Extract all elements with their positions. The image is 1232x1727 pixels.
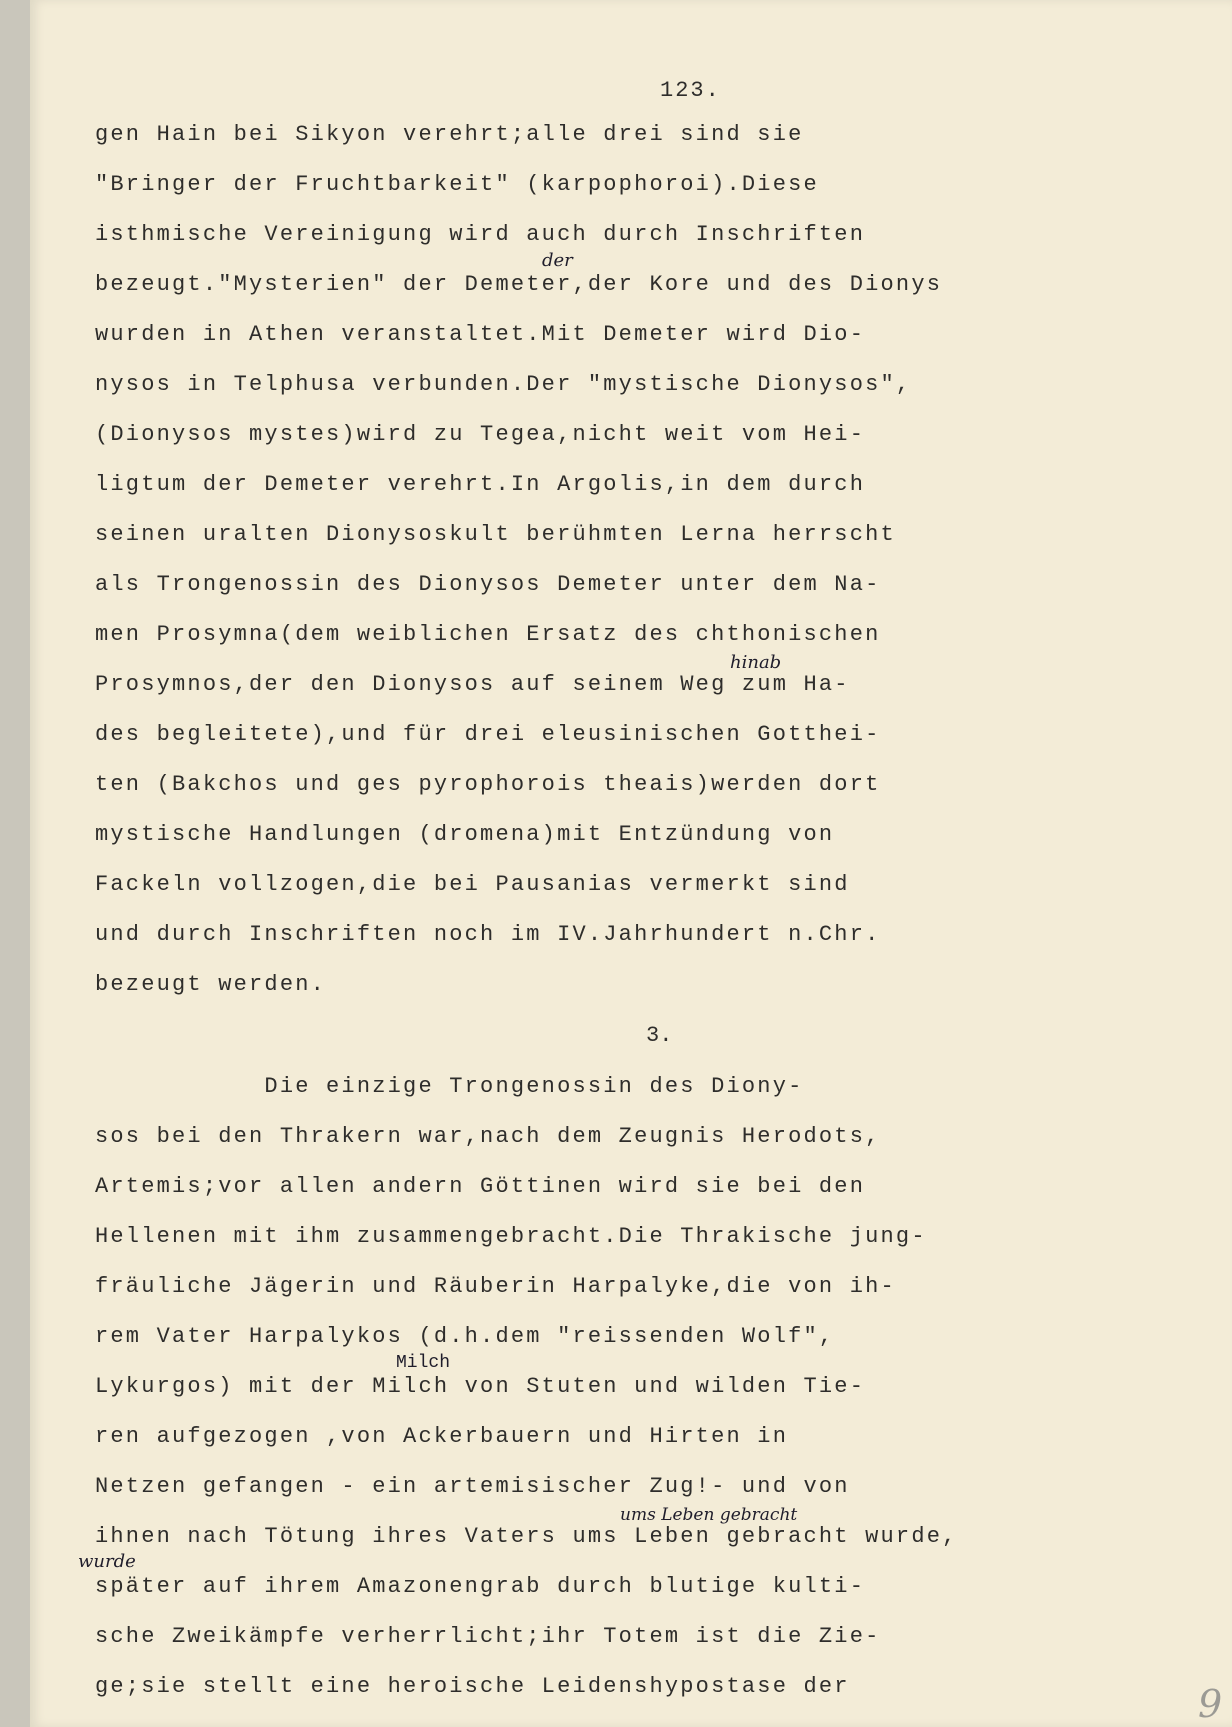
text-line: später auf ihrem Amazonengrab durch blutige kulti- xyxy=(95,1574,866,1599)
text-line: men Prosymna(dem weiblichen Ersatz des chthonischen xyxy=(95,622,881,647)
text-line: fräuliche Jägerin und Räuberin Harpalyke,die von ih- xyxy=(95,1274,896,1299)
text-line: sche Zweikämpfe verherrlicht;ihr Totem ist die Zie- xyxy=(95,1624,881,1649)
text-line: und durch Inschriften noch im IV.Jahrhundert n.Chr. xyxy=(95,922,881,947)
text-line: (Dionysos mystes)wird zu Tegea,nicht weit vom Hei- xyxy=(95,422,866,447)
handwritten-insertion-wurde: wurde xyxy=(78,1551,136,1572)
text-line: Die einzige Trongenossin des Diony- xyxy=(95,1074,804,1099)
text-line: wurden in Athen veranstaltet.Mit Demeter wird Dio- xyxy=(95,322,866,347)
folio-mark: 9 xyxy=(1198,1682,1223,1726)
handwritten-insertion-ums-leben: ums Leben gebracht xyxy=(620,1505,798,1525)
text-line: bezeugt."Mysterien" der Demeter,der Kore und des Dionys xyxy=(95,272,943,297)
text-line: seinen uralten Dionysoskult berühmten Lerna herrscht xyxy=(95,522,896,547)
text-line: rem Vater Harpalykos (d.h.dem "reissenden Wolf", xyxy=(95,1324,835,1349)
handwritten-insertion-hinab: hinab xyxy=(730,652,782,673)
text-line: ge;sie stellt eine heroische Leidenshypostase der xyxy=(95,1674,850,1699)
text-line: "Bringer der Fruchtbarkeit" (karpophoroi).Diese xyxy=(95,172,819,197)
text-line: Lykurgos) mit der Milch von Stuten und wilden Tie- xyxy=(95,1374,866,1399)
text-line: des begleitete),und für drei eleusinischen Gotthei- xyxy=(95,722,881,747)
text-line: mystische Handlungen (dromena)mit Entzündung von xyxy=(95,822,835,847)
text-line: Artemis;vor allen andern Göttinen wird sie bei den xyxy=(95,1174,866,1199)
text-line: Netzen gefangen - ein artemisischer Zug!- und von xyxy=(95,1474,850,1499)
typed-page xyxy=(30,0,1232,1727)
handwritten-insertion-milch: Milch xyxy=(396,1353,451,1373)
text-line: Prosymnos,der den Dionysos auf seinem Weg zum Ha- xyxy=(95,672,850,697)
section-number: 3. xyxy=(646,1023,673,1048)
text-line: ihnen nach Tötung ihres Vaters ums Leben gebracht wurde, xyxy=(95,1524,958,1549)
text-line: ligtum der Demeter verehrt.In Argolis,in dem durch xyxy=(95,472,866,497)
text-line: ren aufgezogen ,von Ackerbauern und Hirten in xyxy=(95,1424,789,1449)
text-line: als Trongenossin des Dionysos Demeter unter dem Na- xyxy=(95,572,881,597)
text-line: bezeugt werden. xyxy=(95,972,327,997)
text-line: ten (Bakchos und ges pyrophorois theais)werden dort xyxy=(95,772,881,797)
text-line: isthmische Vereinigung wird auch durch Inschriften xyxy=(95,222,866,247)
text-line: sos bei den Thrakern war,nach dem Zeugnis Herodots, xyxy=(95,1124,881,1149)
text-line: Fackeln vollzogen,die bei Pausanias vermerkt sind xyxy=(95,872,850,897)
text-line: gen Hain bei Sikyon verehrt;alle drei sind sie xyxy=(95,122,804,147)
handwritten-insertion-der: der xyxy=(542,250,573,271)
text-line: nysos in Telphusa verbunden.Der "mystische Dionysos", xyxy=(95,372,912,397)
text-line: Hellenen mit ihm zusammengebracht.Die Thrakische jung- xyxy=(95,1224,927,1249)
page-number: 123. xyxy=(660,78,721,103)
